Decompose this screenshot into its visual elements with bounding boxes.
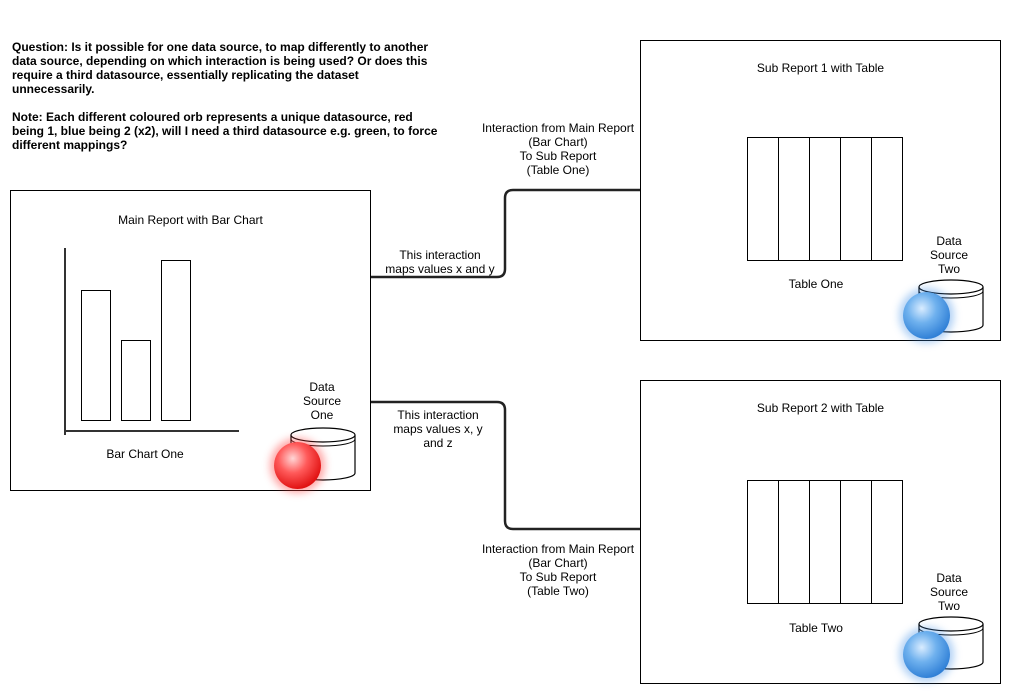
- bar-chart-caption: Bar Chart One: [106, 447, 184, 461]
- main-report-box: [10, 190, 371, 491]
- main-report-title: Main Report with Bar Chart: [118, 213, 263, 227]
- question-paragraph: Question: Is it possible for one data source, to map differently to another data source, depending on which interaction is being used? Or does this require a third datasource, essentially replicating the dataset unnecessarily.: [12, 40, 429, 96]
- table-two-caption: Table Two: [789, 621, 843, 635]
- note-paragraph: Note: Each different coloured orb represents a unique datasource, red being 1, blue being 2 (x2), will I need a third datasource e.g. green, to force different mappings?: [12, 110, 438, 152]
- sub-report-2-title: Sub Report 2 with Table: [756, 401, 885, 415]
- chart-bar: [161, 260, 191, 421]
- red-orb-icon: [274, 442, 321, 489]
- sub-report-2-box: [640, 380, 1001, 684]
- table-column: [872, 138, 902, 260]
- data-source-label: Data Source Two: [929, 571, 969, 613]
- table-column: [810, 138, 841, 260]
- interaction-2-mapping: This interaction maps values x, y and z: [393, 408, 483, 450]
- sub-report-1-title: Sub Report 1 with Table: [756, 61, 885, 75]
- blue-orb-icon: [903, 292, 950, 339]
- data-source-label: Data Source One: [302, 380, 342, 422]
- table-one: [747, 137, 903, 261]
- blue-orb-icon: [903, 631, 950, 678]
- chart-y-axis: [64, 248, 66, 435]
- chart-bar: [81, 290, 111, 421]
- table-column: [779, 481, 810, 603]
- table-two: [747, 480, 903, 604]
- table-column: [872, 481, 902, 603]
- table-column: [841, 481, 872, 603]
- table-column: [810, 481, 841, 603]
- interaction-2-description: Interaction from Main Report (Bar Chart) To Sub Report (Table Two): [481, 542, 635, 598]
- table-one-caption: Table One: [788, 277, 844, 291]
- table-column: [779, 138, 810, 260]
- table-column: [841, 138, 872, 260]
- interaction-1-description: Interaction from Main Report (Bar Chart) To Sub Report (Table One): [481, 121, 635, 177]
- chart-x-axis: [64, 430, 239, 432]
- chart-bar: [121, 340, 151, 421]
- table-column: [748, 481, 779, 603]
- interaction-1-mapping: This interaction maps values x and y: [385, 248, 495, 276]
- sub-report-1-box: [640, 40, 1001, 341]
- data-source-label: Data Source Two: [929, 234, 969, 276]
- table-column: [748, 138, 779, 260]
